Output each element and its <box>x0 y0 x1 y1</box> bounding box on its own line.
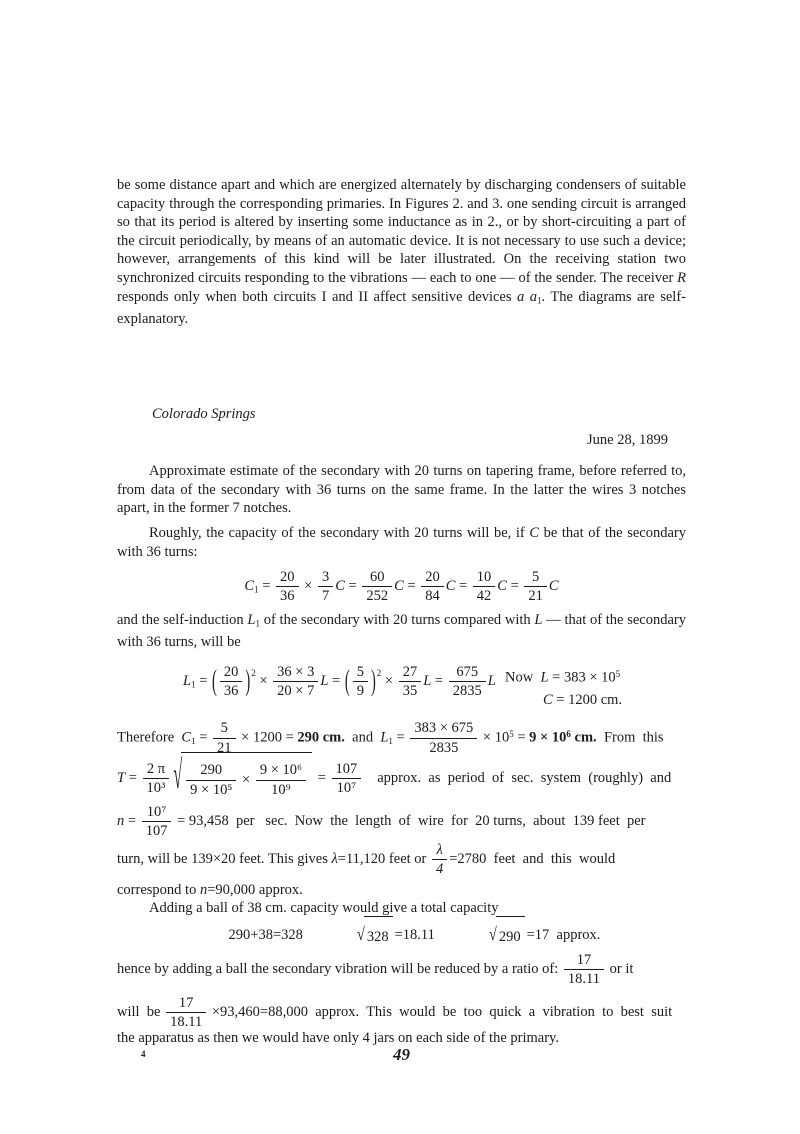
body-paragraph-2: Approximate estimate of the secondary with 20 turns on tapering frame, before referred to, from data of the secondary with 36 turns on the same frame. In the latter the wires 3 notches apart, in the former 7 notches. <box>117 463 686 517</box>
radical-sign: √ <box>356 925 365 946</box>
line-will-be: will be $\frac{17}{18.11}$ ×93,460=88,000 approx. This would be too quick a vibration to best suit <box>117 994 673 1031</box>
body-paragraph-5: Adding a ball of 38 cm. capacity would give a total capacity <box>149 900 499 916</box>
equation-ball-capacity: 290+38=328 √ 328 =18.11 √ 290 =17 approx. <box>117 916 686 952</box>
line-frequency: n = $\frac{\text{10⁷}}{107}$ = 93,458 per sec. Now the length of wire for 20 turns, about 139 feet per <box>117 803 646 840</box>
line-correspond: correspond to n=90,000 approx. <box>117 882 303 898</box>
body-paragraph-4: and the self-induction $L_1$ of the secondary with 20 turns compared with L — that of the secondary with 36 turns, will be <box>117 612 687 651</box>
equation-capacity: $C_1$ = $\frac{20}{36}$ × $\frac{3}{7}$ C = $\frac{60}{252}$ C = $\frac{20}{84}$ C = $\frac{10}{42}$ C = $\frac{5}{21}$ C <box>244 568 559 605</box>
radical-sign: √ <box>173 754 183 798</box>
line-therefore: Therefore $C_1$ = $\frac{5}{21}$ × 1200 = 290 cm. and $L_1$ = $\frac{383 \times 675}{2835}$ × $10^5 = 9 \times 10^6$ cm. From this <box>117 720 664 756</box>
page-number: 49 <box>393 1045 410 1064</box>
body-paragraph-1: be some distance apart and which are energized alternately by discharging condensers of suitable capacity through the corresponding primaries. In Figures 2. and 3. one sending circuit is arranged so that its period is altered by inserting some inductance as in 2., or by short-circuiting a part of the circuit periodically, by means of an automatic device. It is not necessary to use such a device; however, arrangements of this kind will be later illustrated. On the receiving station two synchronized circuits responding to the vibrations — each to one — of the sender. The receiver R responds only when both circuits I and II affect sensitive devices a $a_1$. The diagrams are self-explanatory. <box>117 177 686 327</box>
line-apparatus: the apparatus as then we would have only 4 jars on each side of the primary. <box>117 1030 559 1046</box>
radical-sign: √ <box>488 925 497 946</box>
line-wavelength: turn, will be 139×20 feet. This gives λ=11,120 feet or $\frac{\lambda}{4}$ =2780 feet and this would <box>117 841 616 878</box>
body-paragraph-3: Roughly, the capacity of the secondary with 20 turns will be, if C be that of the secondary with 36 turns: <box>117 525 686 560</box>
dateline-date: June 28, 1899 <box>587 432 668 448</box>
note-capacity-value: C = 1200 cm. <box>543 692 623 708</box>
equation-induction: $L_1$ = ( $\frac{20}{36}$ )$^2$ × $\frac{36 \times 3}{20 \times 7}$ L = ( $\frac{5}{9}$ )$^2$ × $\frac{27}{35}$ L = $\frac{675}{2835}$ L <box>183 663 496 700</box>
line-hence: hence by adding a ball the secondary vibration will be reduced by a ratio of: $\frac{17}{18.11}$ or it <box>117 951 634 988</box>
footnote-mark: 4 <box>141 1049 146 1059</box>
note-inductance-value: Now $L = 383 \times 10^5$ <box>505 669 621 686</box>
line-period-formula: T = $\frac{2 \pi}{\text{10³}}$ √ $\frac{290}{\text{9 × 10⁵}}$ × $\frac{\text{9 × 10⁶}}{\text{10⁹}}$ = $\frac{107}{\text{10⁷}}$ approx. as period of sec. system (roughly) and <box>117 752 686 802</box>
dateline-place: Colorado Springs <box>152 406 256 422</box>
